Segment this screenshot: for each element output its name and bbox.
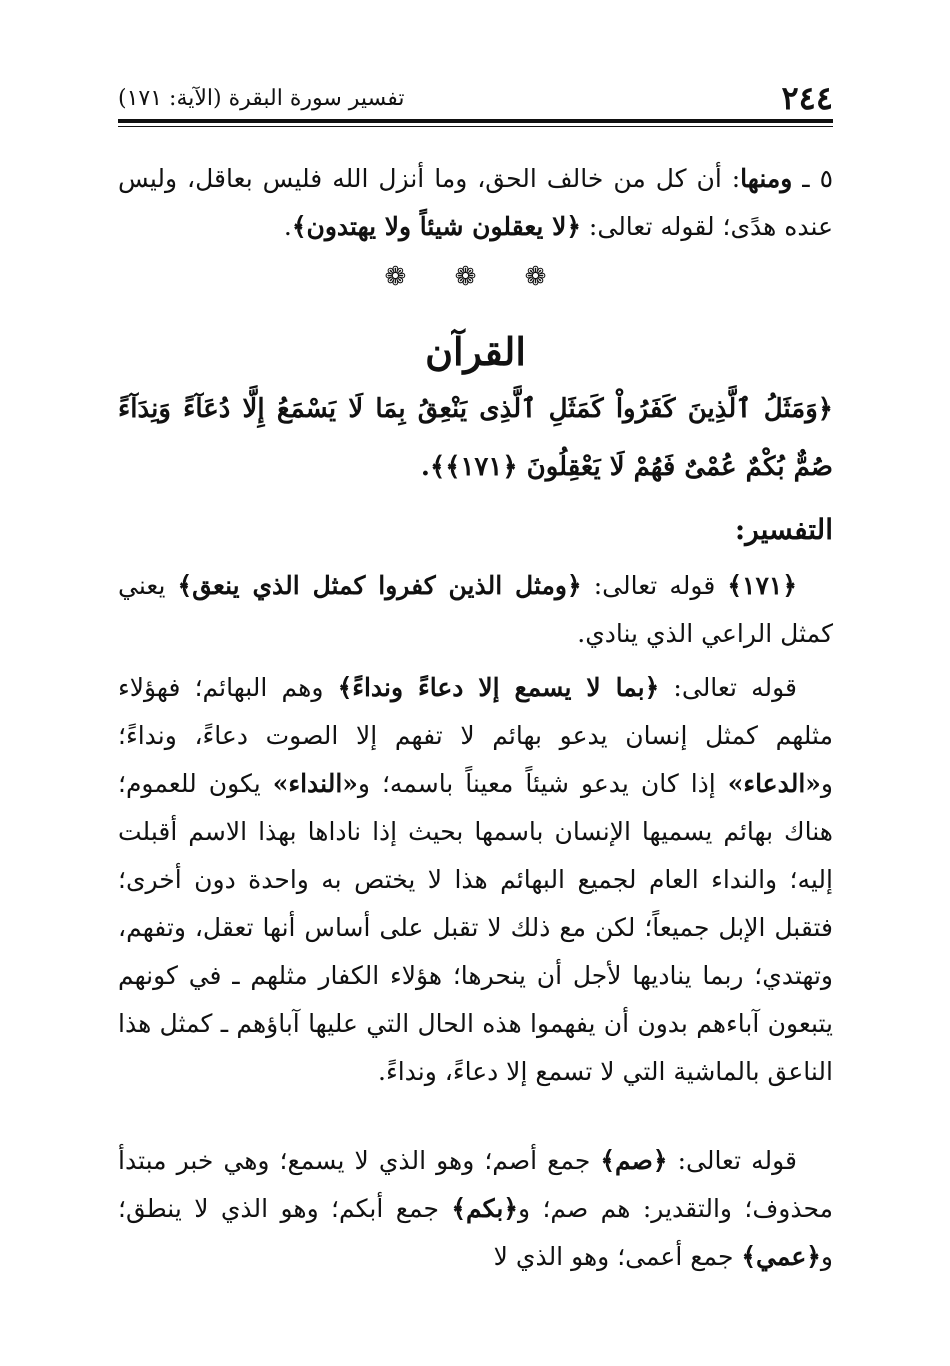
section-title-quran: القرآن (425, 329, 526, 374)
page-number: ٢٤٤ (781, 79, 833, 117)
tafsir-paragraph-1 (118, 562, 833, 658)
p3-text-1: قوله تعالى: (667, 1146, 797, 1175)
intro-quote: ﴿لا يعقلون شيئاً ولا يهتدون﴾ (291, 212, 581, 241)
tafsir-heading: التفسير: (734, 513, 833, 546)
p2-text-3: إذا كان يدعو شيئاً معيناً باسمه؛ و (357, 769, 728, 798)
p1-quote: ﴿ومثل الذين كفروا كمثل الذي ينعق﴾ (177, 571, 582, 600)
p3-text-4: جمع أعمى؛ وهو الذي لا (493, 1242, 742, 1271)
page-header (118, 78, 833, 118)
quran-verse: ﴿وَمَثَلُ ٱلَّذِينَ كَفَرُواْ كَمَثَلِ ٱلَّذِى يَنْعِقُ بِمَا لَا يَسْمَعُ إِلَّا دُعَآءً وَنِدَآءً صُمٌّ بُكْمٌ عُمْىٌ فَهُمْ لَا يَعْقِلُونَ ﴿١٧١﴾﴾. (118, 394, 833, 482)
p1-text-1: قوله تعالى: (581, 571, 728, 600)
p2-text-1: قوله تعالى: (659, 673, 797, 702)
tafsir-paragraph-3 (118, 1137, 833, 1281)
verse-number-quote: ﴿١٧١﴾ (727, 571, 797, 600)
intro-lead: ومنها (740, 164, 793, 193)
p2-term-dua: «الدعاء» (727, 769, 821, 798)
section-divider-ornaments: ❁ ❁ ❁ (384, 262, 567, 292)
intro-paragraph (118, 155, 833, 251)
tafsir-paragraph-2 (118, 664, 833, 1096)
p1-text-2: يعني كمثل الراعي الذي ينادي. (118, 571, 833, 648)
p2-text-4: يكون للعموم؛ هناك بهائم يسميها الإنسان باسمها بحيث إذا ناداها بهذا الاسم أقبلت إليه؛ والنداء العام لجميع البهائم هذا لا يختص به واحدة دون أخرى؛ فتقبل الإبل جميعاً؛ لكن مع ذلك لا تقبل على أساس أنها تعقل، وتفهم، وتهتدي؛ ربما يناديها لأجل أن ينحرها؛ هؤلاء الكفار مثلهم ـ في كونهم يتبعون آباءهم بدون أن يفهموا هذه الحال التي عليها آباؤهم ـ كمثل هذا الناعق بالماشية التي لا تسمع إلا دعاءً، ونداءً. (118, 769, 833, 1086)
running-title: تفسير سورة البقرة (الآية: ١٧١) (118, 86, 405, 111)
intro-text: : أن كل من خالف الحق، وما أنزل الله فليس بعاقل، وليس عنده هدًى؛ لقوله تعالى: (118, 164, 833, 241)
intro-number: ٥ ـ (792, 164, 833, 193)
p2-quote: ﴿بما لا يسمع إلا دعاءً ونداءً﴾ (337, 673, 660, 702)
intro-end: . (283, 212, 292, 241)
p3-quote-summ: ﴿صم﴾ (600, 1146, 668, 1175)
p3-text-2: جمع أصم؛ وهو الذي لا يسمع؛ وهي خبر مبتدأ محذوف؛ والتقدير: هم صم؛ و (118, 1146, 833, 1223)
p3-text-3: جمع أبكم؛ وهو الذي لا ينطق؛ و (118, 1194, 833, 1271)
header-rule-thin (118, 126, 833, 127)
p3-quote-bukm: ﴿بكم﴾ (451, 1194, 519, 1223)
p2-term-nida: «النداء» (272, 769, 358, 798)
p2-text-2: وهم البهائم؛ فهؤلاء مثلهم كمثل إنسان يدعو بهائم لا تفهم إلا الصوت دعاءً، ونداءً؛ و (118, 673, 833, 798)
header-rule-thick (118, 119, 833, 123)
p3-quote-umy: ﴿عمي﴾ (741, 1242, 821, 1271)
